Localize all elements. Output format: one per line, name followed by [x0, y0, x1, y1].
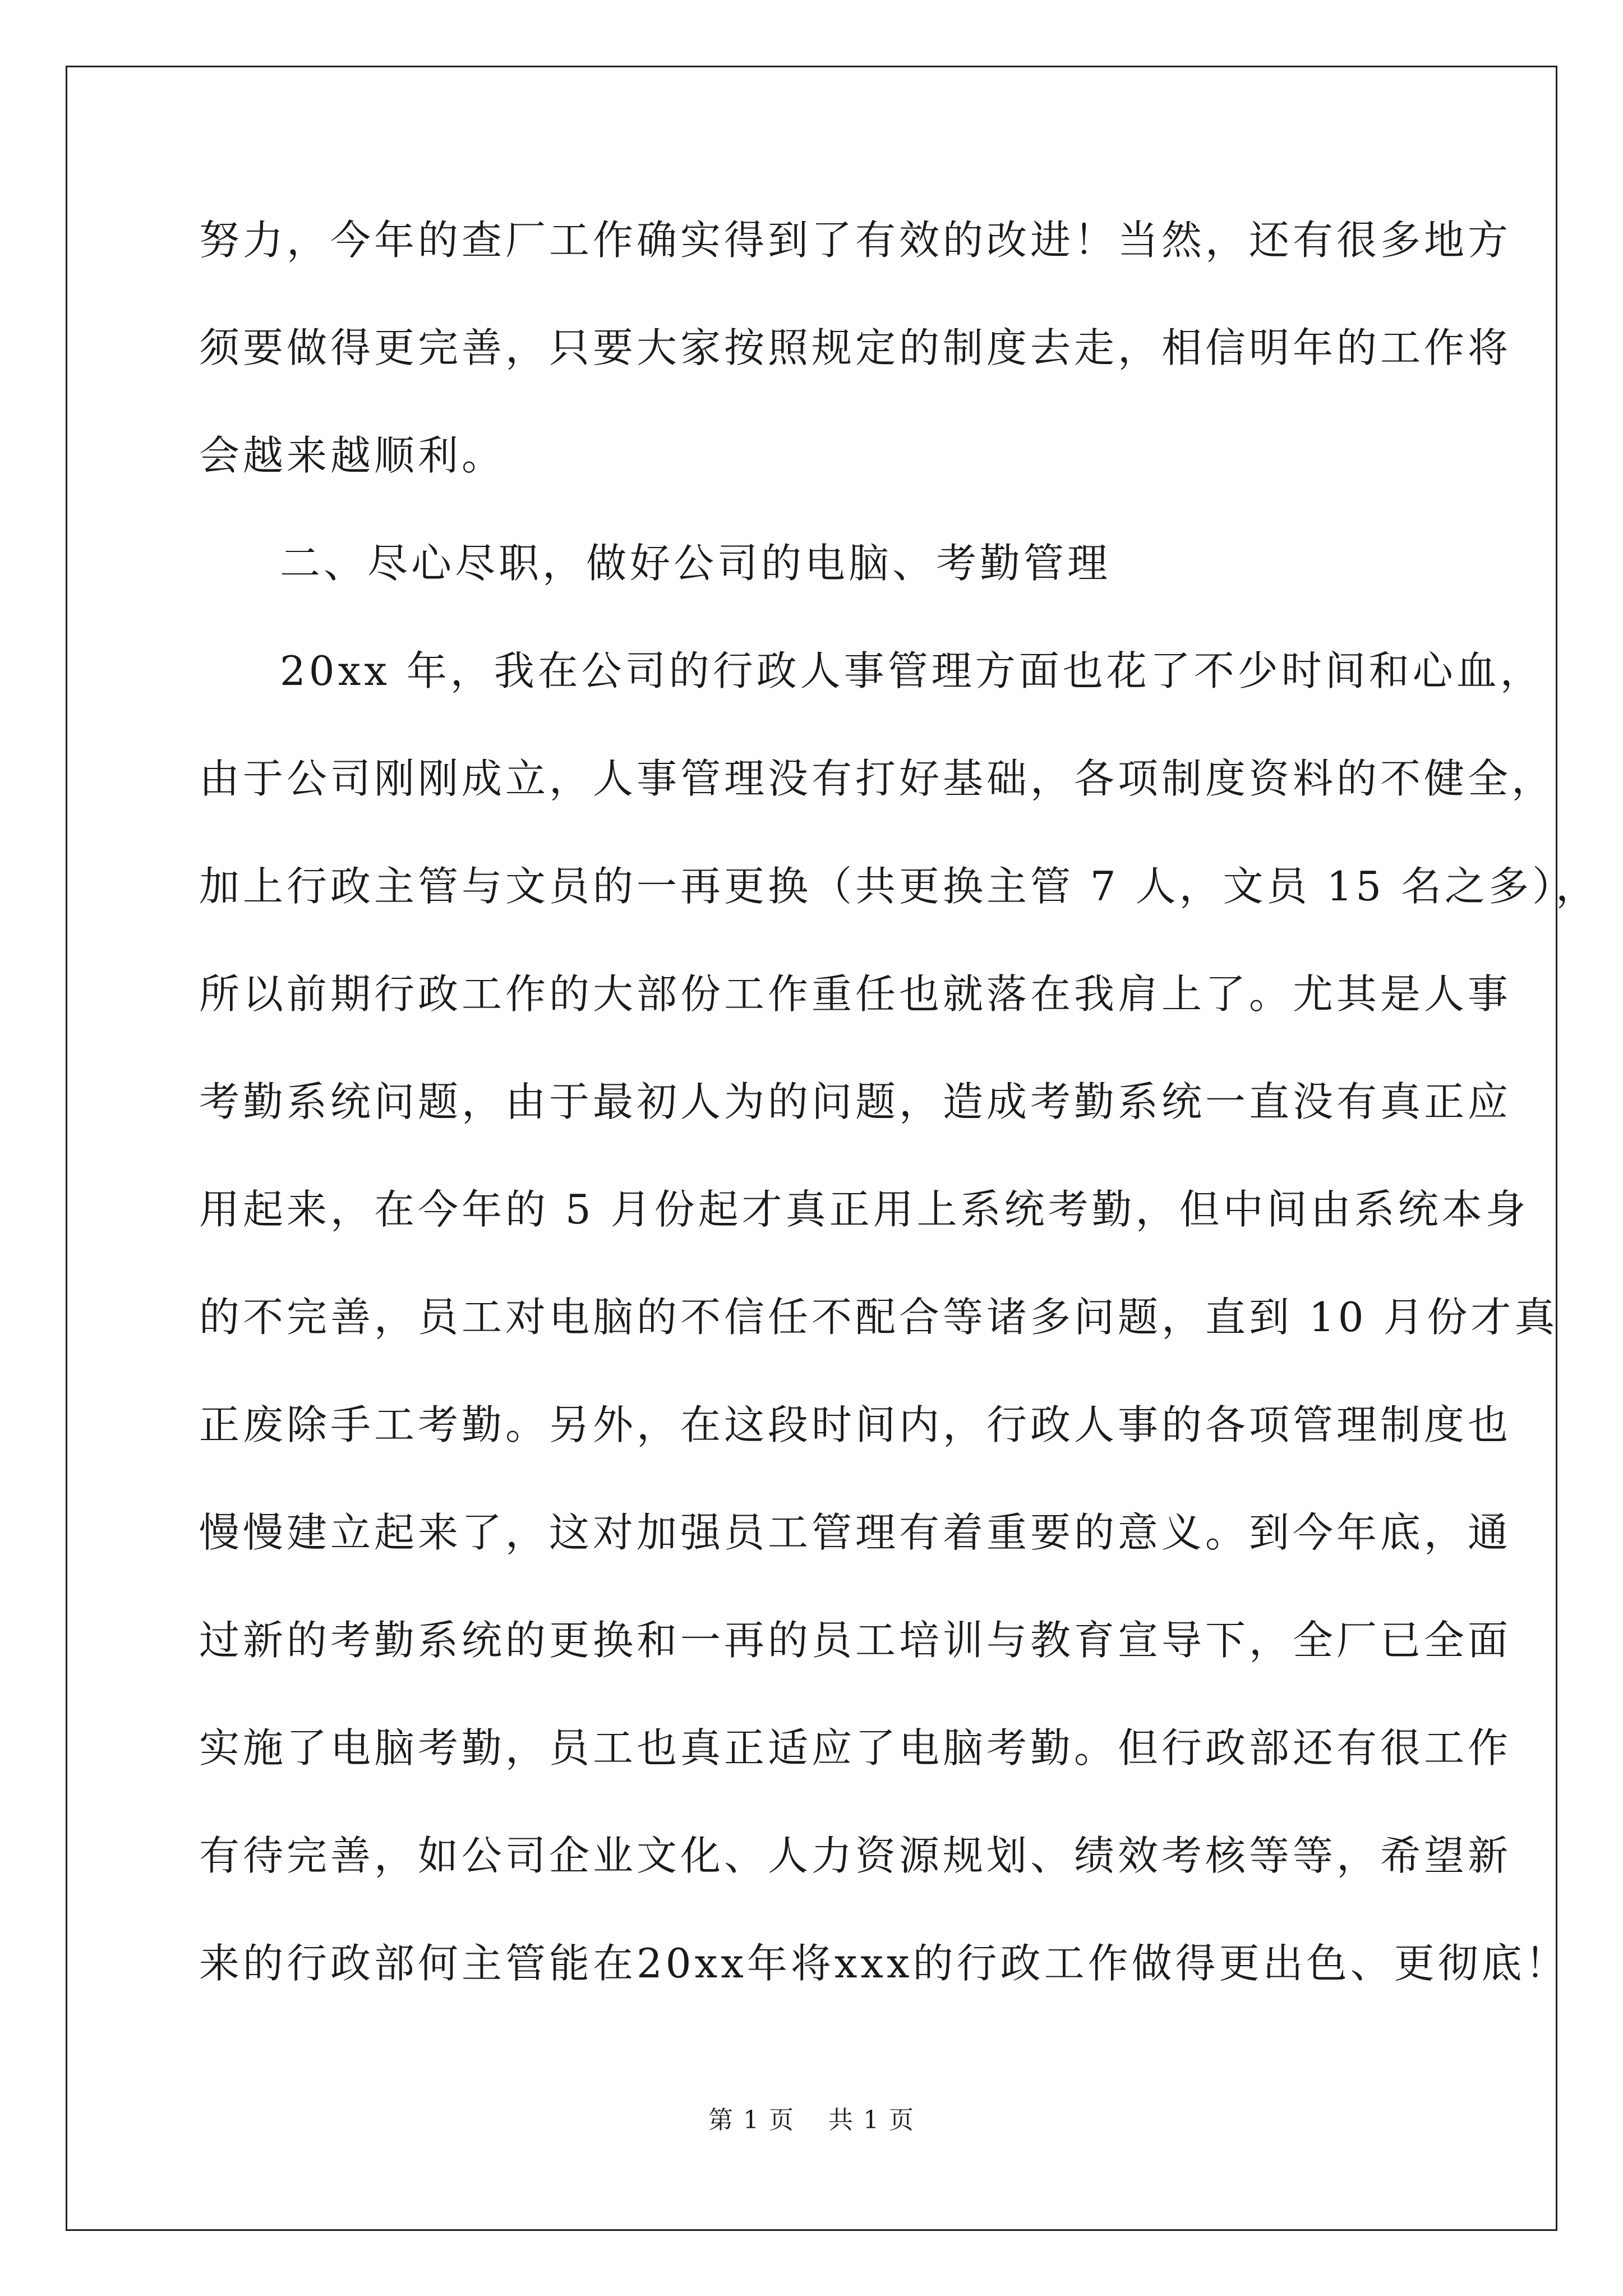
text-line: 20xx 年，我在公司的行政人事管理方面也花了不少时间和心血， [280, 647, 1544, 694]
text-line: 由于公司刚刚成立，人事管理没有打好基础，各项制度资料的不健全， [199, 755, 1556, 802]
text-line: 正废除手工考勤。另外，在这段时间内，行政人事的各项管理制度也 [199, 1401, 1512, 1448]
text-line: 努力，今年的查厂工作确实得到了有效的改进！当然，还有很多地方 [199, 217, 1512, 264]
text-line: 加上行政主管与文员的一再更换（共更换主管 7 人，文员 15 名之多）， [199, 863, 1599, 910]
text-line: 会越来越顺利。 [199, 432, 506, 479]
text-line: 实施了电脑考勤，员工也真正适应了电脑考勤。但行政部还有很工作 [199, 1724, 1512, 1772]
text-line: 过新的考勤系统的更换和一再的员工培训与教育宣导下，全厂已全面 [199, 1617, 1512, 1664]
text-line: 须要做得更完善，只要大家按照规定的制度去走，相信明年的工作将 [199, 324, 1512, 371]
section-heading: 二、尽心尽职，做好公司的电脑、考勤管理 [280, 540, 1112, 587]
page-number: 第 1 页 [708, 2106, 795, 2134]
document-body [199, 213, 1599, 2044]
page-footer [0, 2104, 1623, 2137]
text-line: 来的行政部何主管能在20xx年将xxx的行政工作做得更出色、更彻底！ [199, 1940, 1569, 1987]
text-line: 慢慢建立起来了，这对加强员工管理有着重要的意义。到今年底，通 [199, 1509, 1512, 1556]
text-line: 用起来，在今年的 5 月份起才真正用上系统考勤，但中间由系统本身 [199, 1186, 1529, 1233]
page-total: 共 1 页 [828, 2106, 915, 2134]
text-line: 考勤系统问题，由于最初人为的问题，造成考勤系统一直没有真正应 [199, 1078, 1512, 1125]
text-line: 有待完善，如公司企业文化、人力资源规划、绩效考核等等，希望新 [199, 1832, 1512, 1879]
text-line: 所以前期行政工作的大部份工作重任也就落在我肩上了。尤其是人事 [199, 970, 1512, 1018]
text-line: 的不完善，员工对电脑的不信任不配合等诸多问题，直到 10 月份才真 [199, 1294, 1559, 1341]
